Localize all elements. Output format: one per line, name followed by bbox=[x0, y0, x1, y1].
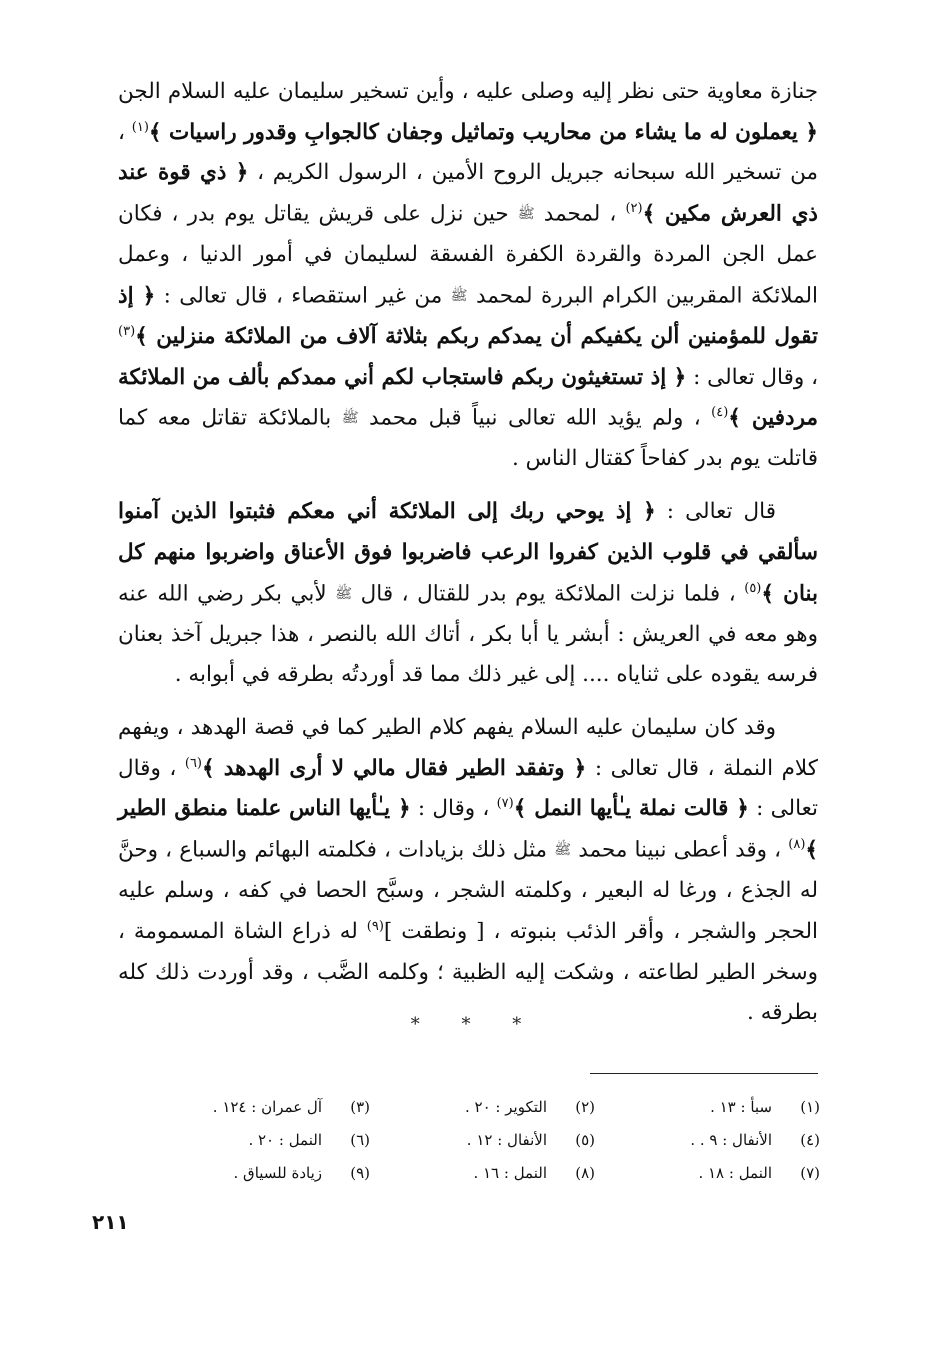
footnote-text: سبأ : ١٣ . bbox=[710, 1097, 772, 1116]
body-text: حين نزل على قريش يقاتل يوم بدر ، فكان عمل الجن المردة والقردة الكفرة الفسقة لسليمان في أمور الدنيا ، وعمل الملائكة المقربين الكرام البررة لمحمد bbox=[118, 201, 818, 309]
body-text: ، وقال : bbox=[410, 796, 497, 822]
quran-verse: ﴿ إذ يوحي ربك إلى الملائكة أني معكم فثبتوا الذين آمنوا سألقي في قلوب الذين كفروا الرعب فاضربوا فوق الأعناق واضربوا منهم كل بنان ﴾ bbox=[118, 499, 818, 606]
footnote-text: زيادة للسياق . bbox=[233, 1163, 322, 1182]
footnote-item bbox=[370, 1131, 595, 1149]
footnote-item bbox=[595, 1131, 820, 1149]
footnote-number: (٢) bbox=[575, 1097, 595, 1116]
footnote-number: (٦) bbox=[350, 1130, 370, 1149]
footnote-item bbox=[595, 1164, 820, 1182]
footnote-marker: (٥) bbox=[744, 580, 762, 596]
footnote-text: الأنفال : ٩ . . bbox=[690, 1130, 772, 1149]
body-text: قال تعالى : bbox=[655, 499, 776, 525]
footnote-text: التكوير : ٢٠ . bbox=[464, 1097, 547, 1116]
quran-verse: ﴿ يعملون له ما يشاء من محاريب وتماثيل وجفان كالجوابِ وقدور راسيات ﴾ bbox=[148, 119, 818, 145]
footnote-number: (٣) bbox=[350, 1097, 370, 1116]
footnote-marker: (٩) bbox=[366, 918, 384, 934]
footnote-item bbox=[145, 1131, 370, 1149]
page-body bbox=[118, 72, 818, 1034]
footnote-number: (٧) bbox=[800, 1163, 820, 1182]
footnote-number: (٤) bbox=[800, 1130, 820, 1149]
honorific-glyph: ﷺ bbox=[517, 206, 535, 223]
footnote-marker: (٨) bbox=[788, 837, 806, 853]
footnote-row bbox=[140, 1123, 820, 1156]
footnote-row bbox=[140, 1156, 820, 1189]
footnote-marker: (٦) bbox=[184, 755, 202, 771]
honorific-glyph: ﷺ bbox=[450, 287, 468, 304]
quran-verse: ﴿ ذي قوة عند ذي العرش مكين ﴾ bbox=[118, 160, 818, 227]
body-text: من غير استقصاء ، قال تعالى : bbox=[155, 283, 451, 309]
quran-verse: ﴿ قالت نملة يـٰأيها النمل ﴾ bbox=[513, 796, 749, 822]
footnotes bbox=[140, 1090, 820, 1189]
body-text: ، وقد أعطى نبينا محمد bbox=[571, 837, 789, 863]
footnote-number: (٥) bbox=[575, 1130, 595, 1149]
footnote-marker: (١) bbox=[131, 119, 149, 135]
footnote-item bbox=[145, 1098, 370, 1116]
footnote-item bbox=[595, 1098, 820, 1116]
body-text: ، لمحمد bbox=[534, 201, 626, 227]
footnote-marker: (٢) bbox=[625, 201, 643, 217]
footnote-number: (٨) bbox=[575, 1163, 595, 1182]
footnote-item bbox=[145, 1164, 370, 1182]
footnote-number: (٩) bbox=[350, 1163, 370, 1182]
footnote-text: النمل : ١٨ . bbox=[698, 1163, 772, 1182]
body-text: مثل ذلك بزيادات ، فكلمته البهائم والسباع ، وحنَّ له الجذع ، ورغا له البعير ، وكلمته الشجر ، وسبَّح الحصا في كفه ، وسلم عليه الحجر والشجر ، وأقر الذئب بنبوته ، [ ونطقت ] bbox=[118, 837, 818, 944]
footnote-text: الأنفال : ١٢ . bbox=[466, 1130, 547, 1149]
footnote-text: النمل : ٢٠ . bbox=[248, 1130, 322, 1149]
quran-verse: ﴿ يـٰأيها الناس علمنا منطق الطير ﴾ bbox=[118, 796, 818, 863]
honorific-glyph: ﷺ bbox=[341, 410, 359, 427]
honorific-glyph: ﷺ bbox=[554, 842, 572, 859]
footnote-marker: (٣) bbox=[118, 323, 136, 339]
quran-verse: ﴿ إذ تستغيثون ربكم فاستجاب لكم أني ممدكم بألف من الملائكة مردفين ﴾ bbox=[118, 364, 819, 431]
body-text: ، ولم يؤيد الله تعالى نبياً قبل محمد bbox=[358, 405, 712, 431]
paragraph bbox=[118, 492, 818, 696]
footnote-text: آل عمران : ١٢٤ . bbox=[212, 1097, 322, 1116]
footnote-marker: (٤) bbox=[711, 405, 729, 421]
body-text: ، وقال تعالى : bbox=[118, 755, 818, 822]
footnote-rule bbox=[590, 1073, 818, 1074]
quran-verse: ﴿ وتفقد الطير فقال مالي لا أرى الهدهد ﴾ bbox=[202, 755, 587, 781]
paragraph bbox=[118, 708, 818, 1034]
footnote-row bbox=[140, 1090, 820, 1123]
footnote-marker: (٧) bbox=[496, 796, 514, 812]
body-text: وقد كان سليمان عليه السلام يفهم كلام الطير كما في قصة الهدهد ، ويفهم كلام النملة ، قال تعالى : bbox=[118, 714, 818, 781]
footnote-item bbox=[370, 1098, 595, 1116]
body-text: ، فلما نزلت الملائكة يوم بدر للقتال ، قال bbox=[352, 580, 745, 606]
footnote-text: النمل : ١٦ . bbox=[473, 1163, 547, 1182]
body-text: بالملائكة تقاتل معه كما قاتلت يوم بدر كفاحاً كقتال الناس . bbox=[118, 405, 818, 472]
quran-verse: ﴿ إذ تقول للمؤمنين ألن يكفيكم أن يمدكم ربكم بثلاثة آلاف من الملائكة منزلين ﴾ bbox=[118, 283, 818, 349]
body-text: ، من تسخير الله سبحانه جبريل الروح الأمين ، الرسول الكريم ، bbox=[118, 119, 818, 186]
body-text: ، وقال تعالى : bbox=[686, 364, 819, 390]
page-number: ٢١١ bbox=[92, 1210, 129, 1234]
paragraph bbox=[118, 72, 818, 480]
honorific-glyph: ﷺ bbox=[335, 585, 353, 602]
body-text: جنازة معاوية حتى نظر إليه وصلى عليه ، وأين تسخير سليمان عليه السلام الجن bbox=[118, 79, 818, 104]
footnote-item bbox=[370, 1164, 595, 1182]
body-text: له ذراع الشاة المسمومة ، وسخر الطير لطاعته ، وشكت إليه الظبية ؛ وكلمه الضَّب ، وقد أوردت ذلك كله بطرقه . bbox=[118, 918, 818, 1026]
body-text: لأبي بكر رضي الله عنه وهو معه في العريش : أبشر يا أبا بكر ، أتاك الله بالنصر ، هذا جبريل آخذ بعنان فرسه يقوده على ثناياه .... إلى غير ذلك مما قد أوردتُه بطرقه في أبوابه . bbox=[118, 580, 818, 688]
footnote-number: (١) bbox=[800, 1097, 820, 1116]
section-separator: * * * bbox=[410, 1014, 540, 1035]
